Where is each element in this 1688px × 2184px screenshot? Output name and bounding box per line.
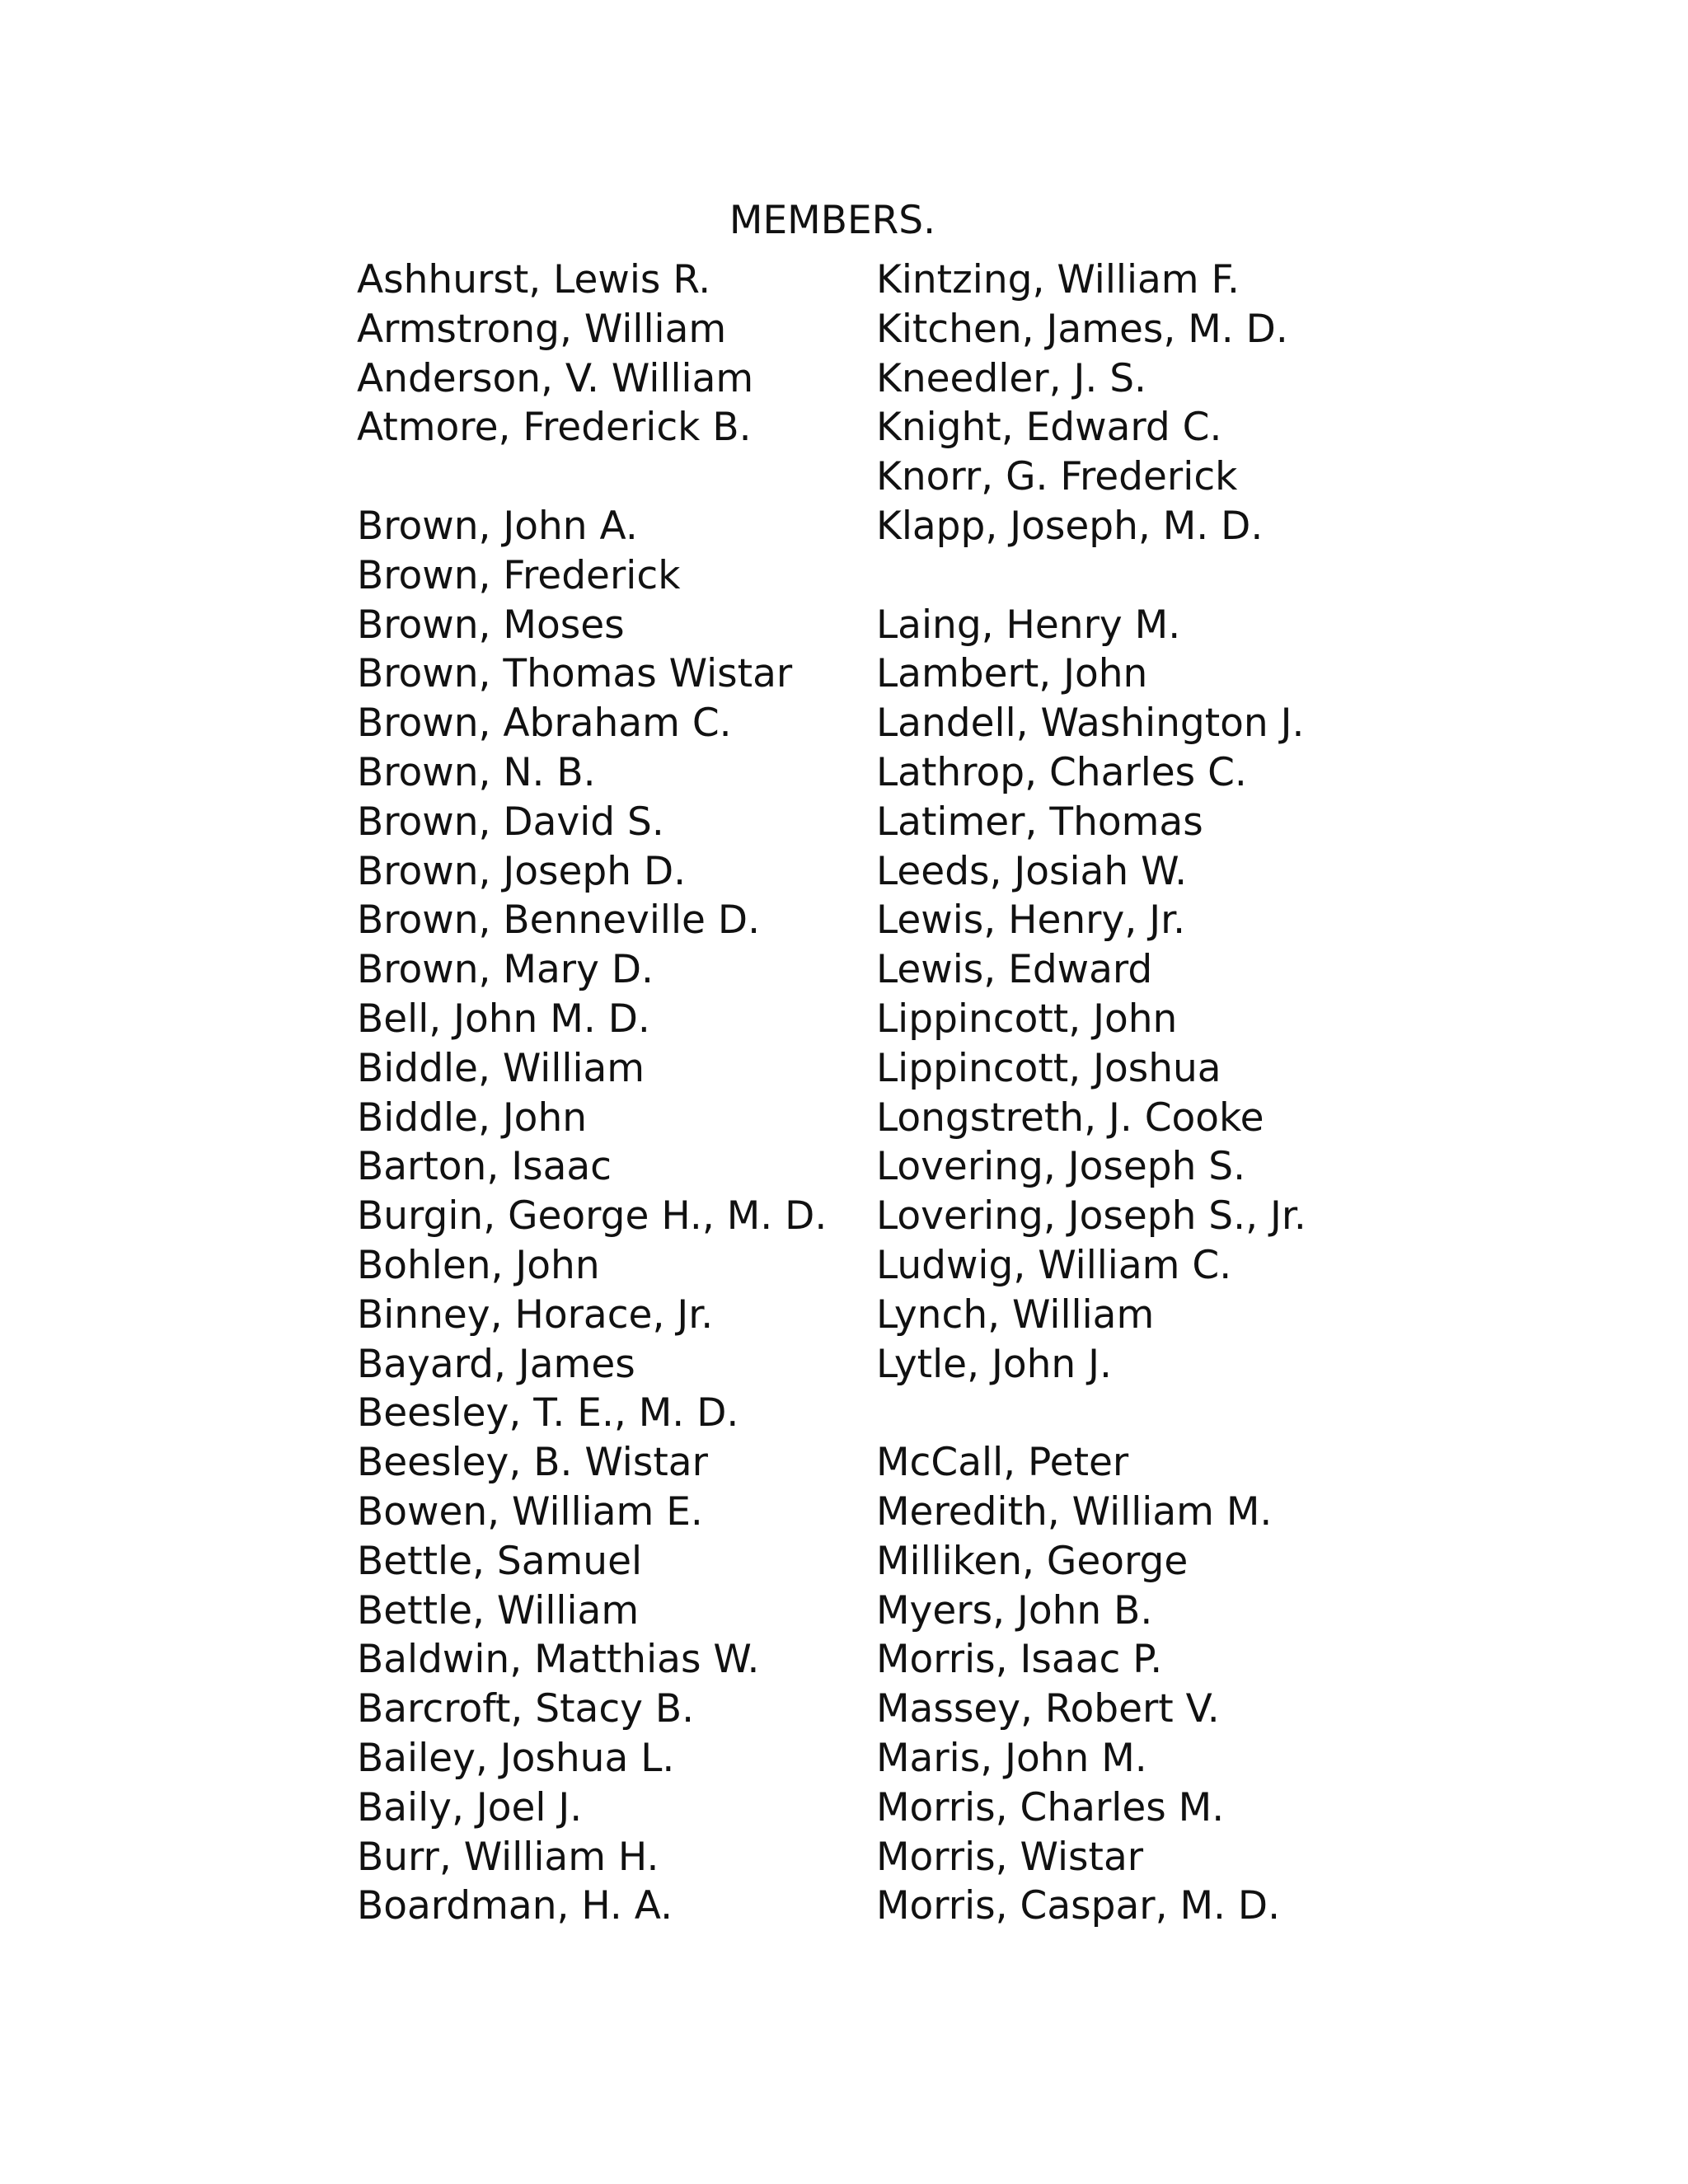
member-name: Brown, Benneville D. [357, 898, 761, 944]
member-name: Latimer, Thomas [876, 799, 1203, 845]
member-name: Boardman, H. A. [357, 1883, 673, 1929]
member-name: McCall, Peter [876, 1440, 1129, 1486]
member-name: Kneedler, J. S. [876, 355, 1146, 401]
member-name: Lippincott, John [876, 996, 1178, 1042]
member-name: Brown, N. B. [357, 749, 596, 795]
member-name: Meredith, William M. [876, 1488, 1273, 1535]
member-name: Brown, Frederick [357, 552, 681, 598]
member-name: Lippincott, Joshua [876, 1045, 1221, 1091]
member-name: Baldwin, Matthias W. [357, 1637, 760, 1683]
member-name: Brown, Mary D. [357, 947, 654, 993]
member-name: Burr, William H. [357, 1834, 659, 1880]
member-name: Brown, Thomas Wistar [357, 651, 793, 697]
member-name: Bohlen, John [357, 1242, 600, 1288]
member-name: Morris, Isaac P. [876, 1637, 1163, 1683]
member-name: Kintzing, William F. [876, 257, 1240, 302]
members-column-right [876, 255, 1306, 1931]
member-name: Lewis, Edward [876, 947, 1153, 993]
member-name: Barcroft, Stacy B. [357, 1686, 695, 1732]
member-name: Knight, Edward C. [876, 405, 1222, 451]
member-name: Lytle, John J. [876, 1341, 1112, 1387]
member-name: Leeds, Josiah W. [876, 848, 1188, 894]
member-name: Lewis, Henry, Jr. [876, 898, 1186, 944]
member-name: Bell, John M. D. [357, 996, 650, 1042]
member-name: Knorr, G. Frederick [876, 454, 1238, 500]
section-spacer [876, 1389, 1306, 1438]
member-name: Bowen, William E. [357, 1488, 703, 1535]
member-name: Anderson, V. William [357, 355, 754, 401]
member-name: Lynch, William [876, 1291, 1155, 1338]
member-name: Biddle, John [357, 1094, 588, 1141]
member-name: Lathrop, Charles C. [876, 749, 1247, 795]
member-name: Lovering, Joseph S., Jr. [876, 1193, 1306, 1240]
member-name: Klapp, Joseph, M. D. [876, 503, 1264, 549]
member-name: Biddle, William [357, 1045, 645, 1091]
member-name: Laing, Henry M. [876, 602, 1181, 648]
member-name: Myers, John B. [876, 1587, 1153, 1633]
member-name: Bettle, Samuel [357, 1538, 643, 1584]
member-name: Brown, John A. [357, 503, 638, 549]
member-name: Ludwig, William C. [876, 1242, 1232, 1288]
member-name: Brown, Moses [357, 602, 625, 648]
members-column-left [357, 255, 827, 1931]
member-name: Maris, John M. [876, 1735, 1147, 1781]
member-name: Beesley, T. E., M. D. [357, 1390, 739, 1436]
section-spacer [357, 452, 827, 502]
member-name: Kitchen, James, M. D. [876, 306, 1288, 352]
member-name: Ashhurst, Lewis R. [357, 257, 711, 302]
member-name: Morris, Wistar [876, 1834, 1144, 1880]
member-name: Armstrong, William [357, 306, 727, 352]
member-name: Lambert, John [876, 651, 1148, 697]
member-name: Burgin, George H., M. D. [357, 1193, 828, 1240]
member-name: Atmore, Frederick B. [357, 405, 752, 451]
member-name: Morris, Caspar, M. D. [876, 1883, 1281, 1929]
member-name: Bailey, Joshua L. [357, 1735, 675, 1781]
member-name: Milliken, George [876, 1538, 1189, 1584]
member-name: Beesley, B. Wistar [357, 1440, 708, 1486]
member-name: Brown, David S. [357, 799, 664, 845]
member-name: Massey, Robert V. [876, 1686, 1220, 1732]
member-name: Brown, Joseph D. [357, 848, 687, 894]
member-name: Longstreth, J. Cooke [876, 1094, 1264, 1141]
member-name: Baily, Joel J. [357, 1784, 583, 1830]
page-title: MEMBERS. [729, 198, 936, 243]
member-name: Brown, Abraham C. [357, 701, 732, 747]
member-name: Lovering, Joseph S. [876, 1144, 1246, 1190]
member-name: Bayard, James [357, 1341, 635, 1387]
member-name: Binney, Horace, Jr. [357, 1291, 714, 1338]
member-name: Landell, Washington J. [876, 701, 1305, 747]
member-name: Bettle, William [357, 1587, 640, 1633]
section-spacer [876, 551, 1306, 601]
member-name: Barton, Isaac [357, 1144, 612, 1190]
member-name: Morris, Charles M. [876, 1784, 1225, 1830]
